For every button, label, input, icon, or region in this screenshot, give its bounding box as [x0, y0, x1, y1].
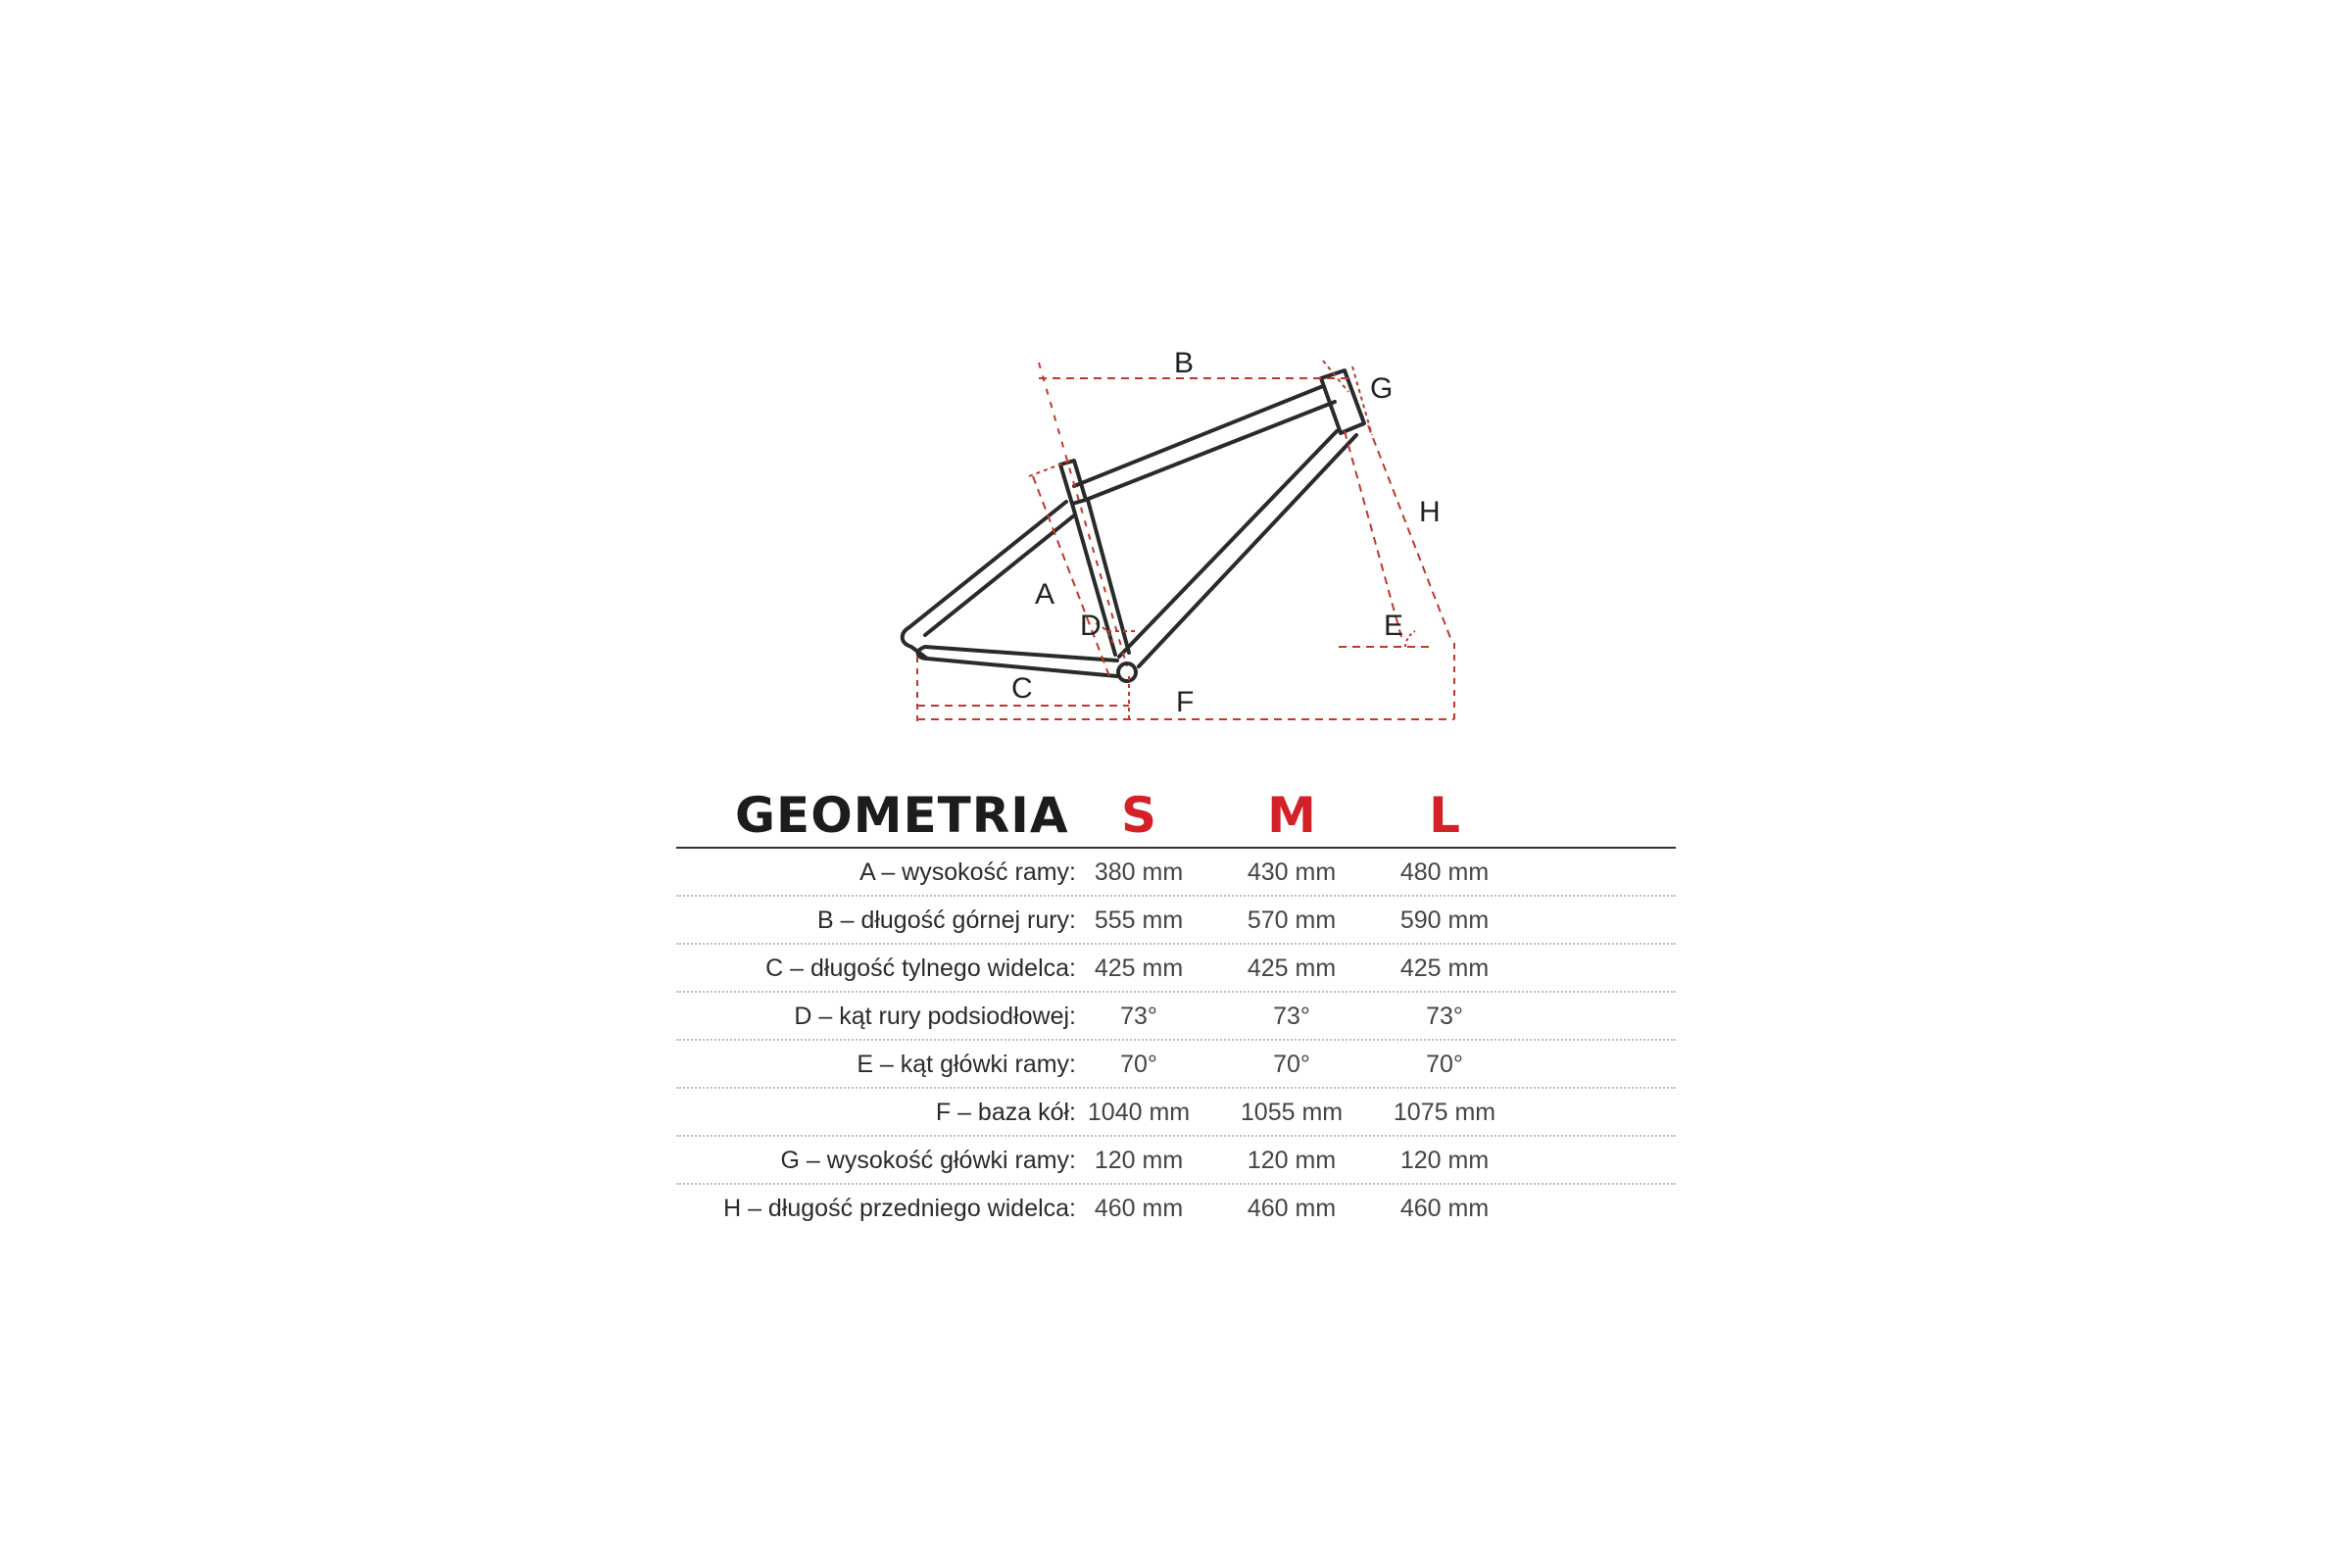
row-value-l: 120 mm [1399, 1147, 1490, 1174]
dim-label-f: F [1176, 686, 1195, 718]
table-header [676, 787, 1676, 849]
table-row [676, 1185, 1676, 1231]
size-header-s: S [1120, 787, 1156, 844]
row-label: F – baza kół: [935, 1099, 1076, 1126]
row-value-s: 120 mm [1094, 1147, 1184, 1174]
geometry-table [676, 787, 1676, 1231]
row-label: E – kąt główki ramy: [857, 1051, 1076, 1078]
row-value-s: 70° [1120, 1051, 1157, 1078]
row-label: D – kąt rury podsiodłowej: [794, 1003, 1076, 1030]
dim-label-d: D [1080, 610, 1102, 642]
row-value-l: 425 mm [1399, 955, 1490, 982]
table-title: GEOMETRIA [735, 787, 1069, 844]
dim-label-g: G [1370, 372, 1394, 405]
row-value-s: 1040 mm [1087, 1099, 1191, 1126]
size-header-l: L [1429, 787, 1460, 844]
top-tube [1074, 386, 1335, 500]
row-value-m: 120 mm [1247, 1147, 1337, 1174]
row-value-m: 1055 mm [1240, 1099, 1344, 1126]
head-tube [1321, 370, 1364, 433]
dim-label-e: E [1384, 610, 1404, 642]
table-row [676, 849, 1676, 897]
row-value-s: 555 mm [1094, 906, 1184, 934]
row-value-l: 73° [1426, 1003, 1463, 1030]
row-value-m: 430 mm [1247, 858, 1337, 886]
row-label: C – długość tylnego widelca: [765, 955, 1076, 982]
row-label: G – wysokość główki ramy: [780, 1147, 1076, 1174]
table-row [676, 1137, 1676, 1185]
table-row [676, 1089, 1676, 1137]
table-row [676, 1041, 1676, 1089]
down-tube [1119, 431, 1356, 666]
row-label: B – długość górnej rury: [816, 906, 1076, 934]
row-value-m: 460 mm [1247, 1195, 1337, 1222]
rear-dropout [903, 627, 927, 659]
row-value-s: 380 mm [1094, 858, 1184, 886]
row-value-l: 460 mm [1399, 1195, 1490, 1222]
table-row [676, 993, 1676, 1041]
row-value-l: 1075 mm [1393, 1099, 1496, 1126]
dim-label-b: B [1174, 347, 1195, 379]
table-row [676, 897, 1676, 945]
row-value-s: 460 mm [1094, 1195, 1184, 1222]
row-value-m: 425 mm [1247, 955, 1337, 982]
row-label: A – wysokość ramy: [859, 858, 1076, 886]
row-value-m: 570 mm [1247, 906, 1337, 934]
dim-label-a: A [1035, 578, 1055, 611]
size-header-m: M [1267, 787, 1316, 844]
row-value-l: 480 mm [1399, 858, 1490, 886]
table-body [676, 849, 1676, 1231]
row-value-s: 73° [1120, 1003, 1157, 1030]
row-value-m: 73° [1273, 1003, 1310, 1030]
frame-outline [903, 370, 1364, 681]
dimension-lines [917, 361, 1454, 723]
row-value-l: 590 mm [1399, 906, 1490, 934]
row-label: H – długość przedniego widelca: [723, 1195, 1076, 1222]
row-value-m: 70° [1273, 1051, 1310, 1078]
dim-label-h: H [1419, 496, 1441, 528]
row-value-l: 70° [1426, 1051, 1463, 1078]
dim-label-c: C [1011, 672, 1033, 705]
table-row [676, 945, 1676, 993]
row-value-s: 425 mm [1094, 955, 1184, 982]
